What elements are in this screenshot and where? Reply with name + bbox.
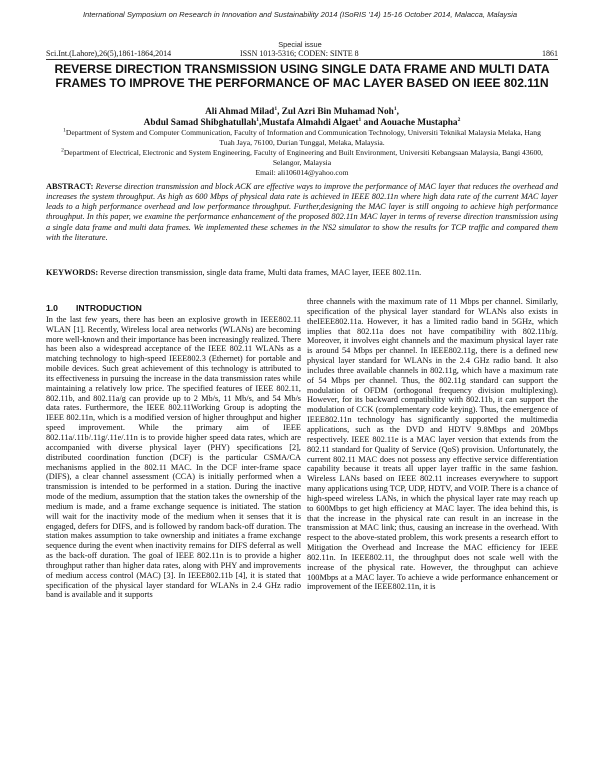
affiliations [60,128,544,178]
author-name: Abdul Samad Shibghatullah [143,118,257,128]
body-column-right [307,297,558,592]
author-separator: , [396,107,399,117]
author-name: Aouache Mustapha [380,118,458,128]
paper-title: REVERSE DIRECTION TRANSMISSION USING SINGLE DATA FRAME AND MULTI DATA FRAMES TO IMPROVE THE PERFORMANCE OF MAC LAYER BASED ON IEEE 802.11N [54,62,550,91]
abstract-text: Reverse direction transmission and block ACK are effective ways to improve the performance of MAC layer that reduces the overhead and increases the system throughput. As high as 600 Mbps of physical data rate is achieved in IEEE 802.11n where high data rate of the current MAC layer leads to a high performance overhead and low performance throughput. Further,designing the MAC layer is still ongoing to achieve high performance throughput. In this paper, we examine the performance enhancement of the proposed 802.11n MAC layer in terms of reverse direction transmission using a single data frame and multi data frames. We implemented these schemes in the NS2 simulator to show the results for TCP traffic and compared them with the literature. [46,182,559,242]
body-paragraph: three channels with the maximum rate of 11 Mbps per channel. Similarly, specification of the physical layer standard for WLANs also exists in theIEEE802.11a. However, it has a limited radio band in 5GHz, which implies that 802.11a does not have compatibility with 802.11b/g. Moreover, it involves eight channels and the maximum physical layer rate is around 54 Mbps per channel. In IEEE802.11g, there is a defined new physical layer standard for WLANs in the 2.4 GHz radio band. It also includes three available channels in 802.11g, which have a maximum rate of 54 Mbps per channel. Thus, the 802.11g standard can support the modulation of OFDM (orthogonal frequency division multiplexing). However, for its backward compatibility with 802.11b, it can support the modulation of CCK (complementary code keying). Thus, the emergence of IEEE802.11n technology has significantly supported the multimedia applications, such as the DVD and HDTV 9.8Mbps and 20Mbps respectively. IEEE 802.11e is a MAC layer version that extends from the 802.11 standard for Quality of Service (QoS) provision. Unfortunately, the current 802.11 MAC does not possess any effective service differentiation capability because it treats all upper layer traffic in the same fashion. Wireless LANs based on IEEE 802.11 increases everywhere to support many applications using TCP, UDP, HDTV, and VOIP. There is a chance of high-speed wireless LANs, in which the physical layer rate may reach up to 600Mbps to get high efficiency at MAC layer. The idea behind this, is that the increase in the physical rate can result in an increase in the transmission at MAC link; thus, causing an increase in the overhead. With respect to the above-stated problem, this work presents a research effort to Mitigation the Overhead and Increase the MAC efficiency for IEEE 802.11n. In IEEE802.11, the throughput does not scale well with the increase of the physical rate. However, the throughput can achieve 100Mbps at a MAC layer. To achieve a wide performance enhancement or improvement of the IEEE802.11n, it is [307,297,558,592]
abstract-label: ABSTRACT: [46,182,94,191]
affiliation-text: Department of System and Computer Communication, Faculty of Information and Communication Technology, Universiti Teknikal Malaysia Melaka, Hang Tuah Jaya, 76100, Durian Tunggal, Melaka, Malaysia. [65,128,541,147]
affiliation-mark: 2 [61,147,64,154]
body-column-left [46,304,301,600]
author-list [46,107,558,129]
author-affiliation-mark: 1 [358,116,362,123]
author-affiliation-mark: 1 [393,105,397,112]
affiliation-1 [60,128,544,148]
issn-coden: ISSN 1013-5316; CODEN: SINTE 8 [240,49,359,58]
keywords [46,268,558,278]
keywords-label: KEYWORDS: [46,268,99,277]
contact-email: Email: ali106014@yahoo.com [255,168,349,177]
section-heading [46,304,301,314]
author-name: Mustafa Almahdi Algaet [261,118,359,128]
author-name: Zul Azri Bin Muhamad Noh [281,107,394,117]
affiliation-2 [60,148,544,168]
conference-header: International Symposium on Research in Innovation and Sustainability 2014 (ISoRIS '14) 15-16 October 2014, Malacca, Malaysia [82,10,518,19]
abstract [46,182,558,243]
affiliation-mark: 1 [63,127,66,134]
affiliation-text: Department of Electrical, Electronic and System Engineering, Faculty of Engineering and Built Environment, Universiti Kebangsaan Malaysia, Bangi 43600, Selangor, Malaysia [63,148,543,167]
journal-reference: Sci.Int.(Lahore),26(5),1861-1864,2014 [46,49,172,58]
header-divider [46,59,558,60]
page-number: 1861 [542,49,558,58]
author-affiliation-mark: 1 [274,105,278,112]
special-issue-label: Special issue [278,40,322,49]
section-number: 1.0 [46,303,58,313]
author-separator: and [361,118,381,128]
keywords-text: Reverse direction transmission, single data frame, Multi data frames, MAC layer, IEEE 802.11n. [100,268,422,277]
author-separator: , [277,107,282,117]
author-name: Ali Ahmad Milad [205,107,275,117]
body-paragraph: In the last few years, there has been an explosive growth in IEEE802.11 WLAN [1]. Recently, Wireless local area networks (WLANs) are becoming more well-known and their importance has been increasingly realized. There has been also a widespread acceptance of the IEEE 802.11 WLANs as a matching technology to high-speed IEEE802.3 (Ethernet) for portable and mobile devices. Such great achievement of this technology is attributed to its effectiveness in pursuing the increase in the data transmission rates while maintaining a relatively low price. The specified features of IEEE 802.11, 802.11b, and 802.11a/g can provide up to 2 Mb/s, 11 Mb/s, and 54 Mb/s data rates. Furthermore, the IEEE 802.11Working Group is adopting the IEEE 802.11n, which is a modified version of higher throughput and higher speed improvement. While the primary aim of IEEE 802.11a/.11b/.11g/.11e/.11n is to provide higher speed data rates, which are accompanied with diverse physical layer (PHY) specifications [2], distributed coordination function (DCF) is the particular CSMA/CA mechanisms applied in the 802.11 MAC. In the DCF inter-frame space (DIFS), a clear channel assessment (CCA) is initially performed when a transmission is intended to be performed in a station. During the inactive mode of the medium, assumption that the station takes the ownership of the medium is made, and a frame exchange sequence is initiated. The station will wait for the inactivity mode of the medium when it senses that it is engaged, defers for DIFS, and is followed by random back-off duration. The station makes assumption to take ownership and initiates a frame exchange sequence during the event when inactivity remains for DIFS deferral as well as the back-off duration. The goal of IEEE 802.11n is to provide a higher throughput rather than higher data rates, along with PHY and improvements of medium access control (MAC) [3]. In IEEE802.11b [4], it is stated that specification of the physical layer standard for WLANs in 2.4 GHz radio band is available and it supports [46,314,301,600]
author-affiliation-mark: 2 [457,116,461,123]
author-separator: , [259,118,262,128]
author-affiliation-mark: 1 [256,116,260,123]
section-title: INTRODUCTION [76,303,142,313]
author-line-1 [46,107,558,118]
